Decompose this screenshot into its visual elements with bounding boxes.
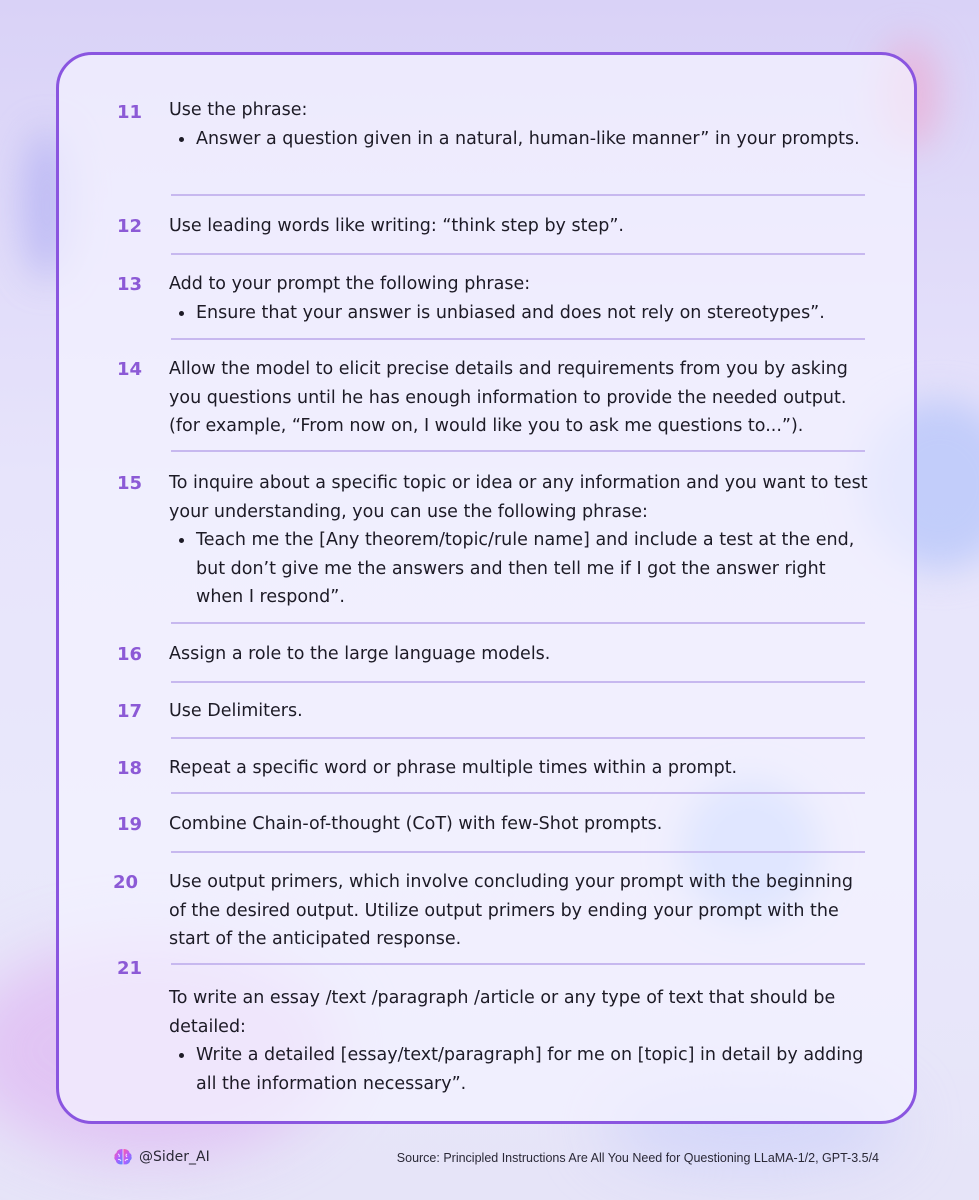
item-text: Combine Chain-of-thought (CoT) with few-Shot prompts. bbox=[169, 814, 663, 834]
item-number: 12 bbox=[117, 216, 143, 237]
divider bbox=[171, 737, 865, 739]
footer-brand bbox=[113, 1147, 210, 1167]
item-text: Add to your prompt the following phrase: bbox=[169, 274, 531, 294]
divider bbox=[171, 253, 865, 255]
divider bbox=[171, 963, 865, 965]
item-text: Use the phrase: bbox=[169, 100, 308, 120]
item-text: Allow the model to elicit precise details and requirements from you by asking you questions until he has enough information to provide the needed output. (for example, “From now on, I would like you to ask me questions to...”). bbox=[169, 359, 848, 436]
divider bbox=[171, 622, 865, 624]
divider bbox=[171, 194, 865, 196]
item-number: 14 bbox=[117, 359, 143, 380]
item-number: 19 bbox=[117, 814, 143, 835]
item-text: Use output primers, which involve concluding your prompt with the beginning of the desired output. Utilize output primers by ending your prompt with the start of the anticipated response. bbox=[169, 872, 853, 949]
divider bbox=[171, 851, 865, 853]
item-number: 17 bbox=[117, 701, 143, 722]
divider bbox=[171, 338, 865, 340]
bullet-text: Answer a question given in a natural, human-like manner” in your prompts. bbox=[169, 125, 869, 154]
tips-card bbox=[56, 52, 917, 1124]
item-number: 21 bbox=[117, 958, 143, 979]
item-number: 13 bbox=[117, 274, 143, 295]
bullet-text: Write a detailed [essay/text/paragraph] for me on [topic] in detail by adding all the information necessary”. bbox=[169, 1041, 869, 1098]
item-number: 16 bbox=[117, 644, 143, 665]
item-number: 20 bbox=[113, 872, 139, 893]
divider bbox=[171, 450, 865, 452]
item-number: 15 bbox=[117, 473, 143, 494]
item-text: To inquire about a specific topic or idea or any information and you want to test your understanding, you can use the following phrase: bbox=[169, 473, 868, 522]
divider bbox=[171, 792, 865, 794]
item-number: 11 bbox=[117, 102, 143, 123]
item-text: Assign a role to the large language models. bbox=[169, 644, 551, 664]
bullet-text: Teach me the [Any theorem/topic/rule name] and include a test at the end, but don’t give me the answers and then tell me if I got the answer right when I respond”. bbox=[169, 526, 869, 612]
bullet-text: Ensure that your answer is unbiased and does not rely on stereotypes”. bbox=[169, 299, 869, 328]
brain-logo-icon bbox=[113, 1147, 133, 1167]
item-text: Repeat a specific word or phrase multiple times within a prompt. bbox=[169, 758, 738, 778]
item-text: To write an essay /text /paragraph /article or any type of text that should be detailed: bbox=[169, 988, 836, 1037]
brand-handle: @Sider_AI bbox=[139, 1149, 210, 1165]
item-number: 18 bbox=[117, 758, 143, 779]
item-text: Use Delimiters. bbox=[169, 701, 303, 721]
item-text: Use leading words like writing: “think step by step”. bbox=[169, 216, 624, 236]
divider bbox=[171, 681, 865, 683]
source-citation: Source: Principled Instructions Are All You Need for Questioning LLaMA-1/2, GPT-3.5/4 bbox=[396, 1151, 879, 1165]
